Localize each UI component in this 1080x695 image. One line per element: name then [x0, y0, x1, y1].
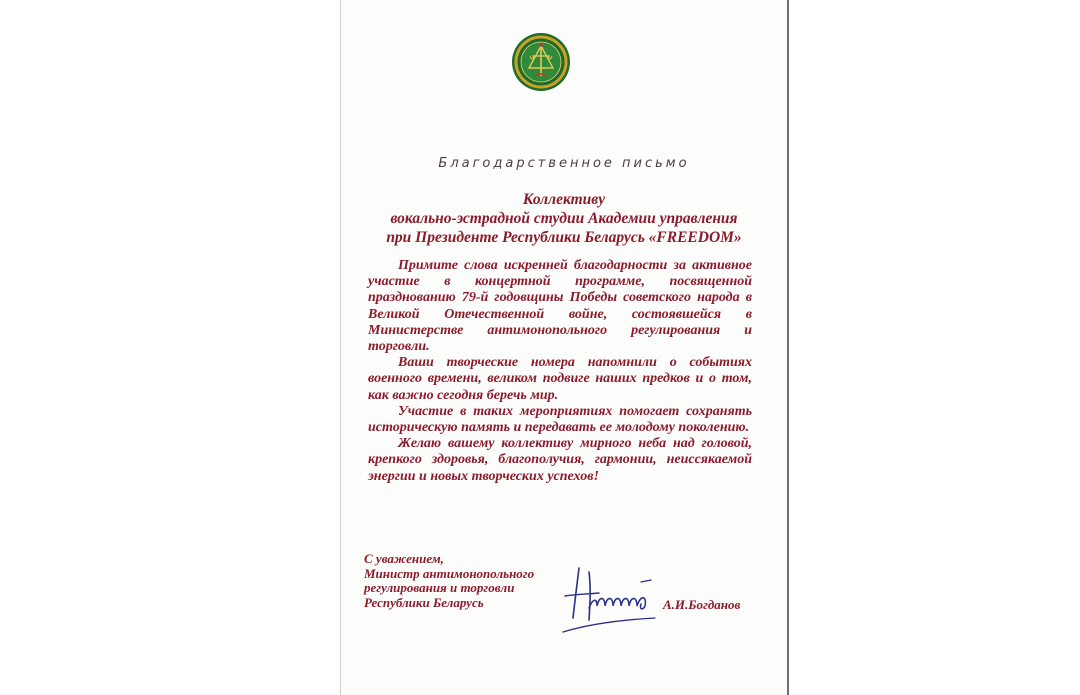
- body-paragraph: Ваши творческие номера напомнили о событиях военного времени, великом подвиге наших предков и о том, как важно сегодня беречь мир.: [368, 355, 752, 403]
- letter-title: Благодарственное письмо: [438, 156, 690, 171]
- addressee-line: при Президенте Республики Беларусь «FREEDOM»: [386, 229, 742, 246]
- body-paragraph: Желаю вашему коллективу мирного неба над головой, крепкого здоровья, благополучия, гармонии, неиссякаемой энергии и новых творческих успехов!: [368, 436, 752, 484]
- closing-block: [364, 552, 534, 610]
- addressee: [341, 190, 787, 247]
- body-paragraph: Участие в таких мероприятиях помогает сохранять историческую память и передавать ее молодому поколению.: [368, 403, 752, 436]
- signer-name: А.И.Богданов: [663, 597, 741, 612]
- body-paragraph: Примите слова искренней благодарности за активное участие в концертной программе, посвященной празднованию 79-й годовщины Победы советского народа в Великой Отечественной войне, состоявшейся в Министерстве антимонопольного регулирования и торговли.: [368, 258, 752, 355]
- handwritten-signature-icon: [559, 560, 679, 638]
- closing-line: С уважением,: [364, 551, 444, 566]
- letter-page: [340, 0, 789, 695]
- addressee-line: Коллективу: [522, 191, 606, 208]
- ministry-emblem-icon: [511, 32, 571, 92]
- letter-body: [368, 258, 752, 485]
- closing-line: регулирования и торговли: [364, 580, 515, 596]
- closing-line: Республики Беларусь: [364, 594, 484, 610]
- closing-line: Министр антимонопольного: [364, 565, 535, 581]
- addressee-line: вокально-эстрадной студии Академии управления: [390, 210, 738, 227]
